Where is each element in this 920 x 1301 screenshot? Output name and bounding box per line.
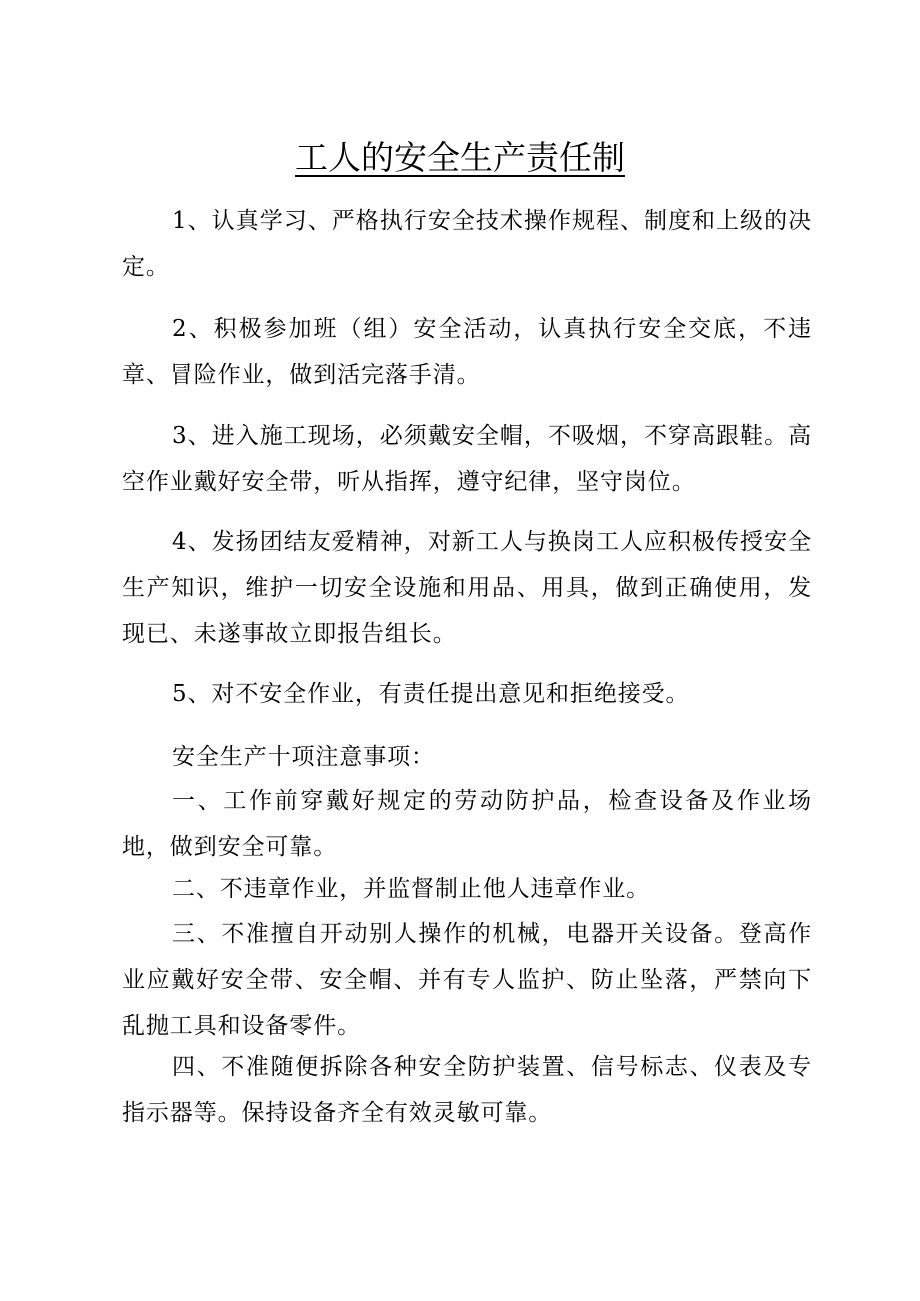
notice-item-2: 二、不违章作业，并监督制止他人违章作业。 bbox=[172, 876, 650, 902]
paragraph-3: 3、进入施工现场，必须戴安全帽，不吸烟，不穿高跟鞋。高空作业戴好安全带，听从指挥，遵守纪律，坚守岗位。 bbox=[122, 423, 812, 495]
paragraph-1: 1、认真学习、严格执行安全技术操作规程、制度和上级的决定。 bbox=[122, 208, 812, 280]
document-title bbox=[0, 133, 920, 183]
notice-item-3: 三、不准擅自开动别人操作的机械，电器开关设备。登高作业应戴好安全带、安全帽、并有专人监护、防止坠落，严禁向下乱抛工具和设备零件。 bbox=[122, 921, 812, 1039]
paragraph-5: 5、对不安全作业，有责任提出意见和拒绝接受。 bbox=[172, 681, 690, 707]
paragraph-2: 2、积极参加班（组）安全活动，认真执行安全交底，不违章、冒险作业，做到活完落手清。 bbox=[122, 316, 812, 388]
paragraph-4: 4、发扬团结友爱精神，对新工人与换岗工人应积极传授安全生产知识，维护一切安全设施和用品、用具，做到正确使用，发现已、未遂事故立即报告组长。 bbox=[122, 529, 812, 647]
notice-heading: 安全生产十项注意事项： bbox=[172, 744, 435, 770]
document-title-text: 工人的安全生产责任制 bbox=[295, 138, 625, 177]
notice-item-1: 一、工作前穿戴好规定的劳动防护品，检查设备及作业场地，做到安全可靠。 bbox=[122, 788, 812, 860]
notice-item-4: 四、不准随便拆除各种安全防护装置、信号标志、仪表及专指示器等。保持设备齐全有效灵敏可靠。 bbox=[122, 1054, 812, 1126]
